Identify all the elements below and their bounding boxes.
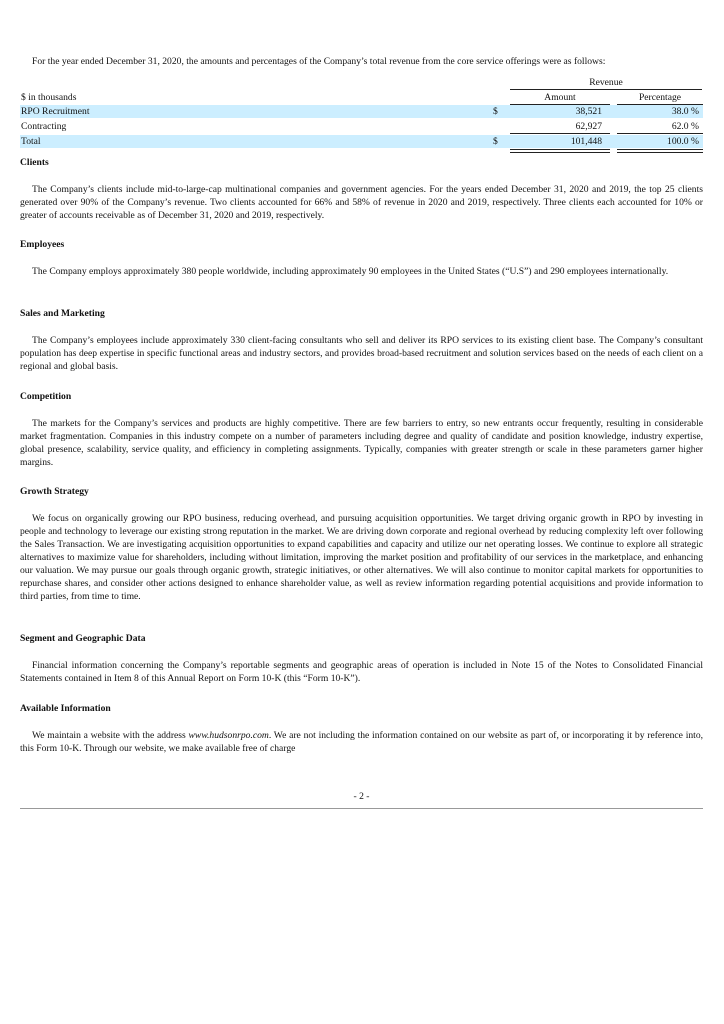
amount-value: 38,521 [575, 106, 602, 117]
percentage-value: 38.0 % [671, 106, 699, 117]
paragraph-competition: The markets for the Company’s services and products are highly competitive. There are few barriers to entry, so new entrants occur frequently, resulting in considerable market fragmentation. Companies in this industry compete on a number of parameters including degree and quality of candidate and position knowledge, industry expertise, global presence, scalability, service quality, and efficiency in completing assignments. Typically, companies with greater strength or scale in these parameters garner higher margins. [20, 418, 703, 468]
heading-employees: Employees [20, 239, 65, 250]
total-double-rule-amount [510, 149, 610, 153]
row-label: Total [21, 136, 41, 147]
heading-clients: Clients [20, 157, 49, 168]
total-double-rule-percentage [617, 149, 703, 153]
heading-segment-geographic: Segment and Geographic Data [20, 633, 146, 644]
paragraph-growth-strategy: We focus on organically growing our RPO business, reducing overhead, and pursuing acquisition opportunities. We target driving organic growth in RPO by investing in people and technology to leverage our existing strong reputation in the market. We are driving down corporate and regional overhead by reducing complexity left over following the Sales Transaction. We are investigating acquisition opportunities to expand capabilities and capacity and utilize our net operating losses. We continue to explore all strategic alternatives to maximize value for shareholders, including without limitation, improving the market position and profitability of our services in the marketplace, and enhancing our valuation. We may pursue our goals through organic growth, strategic initiatives, or other alternatives. We will also continue to monitor capital markets for opportunities to repurchase shares, and consider other actions designed to enhance shareholder value, as well as review information regarding potential acquisitions and provide information to third parties, from time to time. [20, 513, 703, 602]
table-row-total [20, 135, 703, 148]
heading-available-information: Available Information [20, 703, 111, 714]
intro-paragraph: For the year ended December 31, 2020, the amounts and percentages of the Company’s total revenue from the core service offerings were as follows: [32, 56, 606, 67]
row-label: RPO Recruitment [21, 106, 90, 117]
paragraph-segment-geographic: Financial information concerning the Company’s reportable segments and geographic areas of operation is included in Note 15 of the Notes to Consolidated Financial Statements contained in Item 8 of this Annual Report on Form 10-K (this “Form 10-K”). [20, 660, 703, 684]
footer-divider [20, 808, 703, 809]
currency-symbol: $ [493, 136, 498, 147]
revenue-group-header: Revenue [510, 76, 702, 90]
currency-symbol: $ [493, 106, 498, 117]
paragraph-clients: The Company’s clients include mid-to-large-cap multinational companies and government agencies. For the years ended December 31, 2020 and 2019, the top 25 clients generated over 90% of the Company’s revenue. Two clients accounted for 66% and 58% of revenue in 2020 and 2019, respectively. Three clients each accounted for 10% or greater of accounts receivable as of December 31, 2020 and 2019, respectively. [20, 184, 703, 221]
available-text-after: . We are not including the information contained on our website as part of, or incorporating it by reference into, this Form 10-K. Through our website, we make available free of charge [20, 730, 704, 754]
column-header-percentage: Percentage [617, 91, 703, 105]
available-text-before: We maintain a website with the address [32, 730, 189, 741]
website-address: www.hudsonrpo.com [188, 730, 269, 741]
paragraph-employees: The Company employs approximately 380 people worldwide, including approximately 90 employees in the United States (“U.S”) and 290 employees internationally. [32, 266, 669, 277]
amount-value: 62,927 [575, 121, 602, 132]
paragraph-available-information [20, 729, 703, 755]
percentage-value: 100.0 % [667, 136, 699, 147]
table-row [20, 105, 703, 118]
subtotal-rule-amount [510, 133, 610, 134]
unit-label: $ in thousands [21, 92, 77, 103]
amount-value: 101,448 [570, 136, 602, 147]
percentage-value: 62.0 % [671, 121, 699, 132]
column-header-amount: Amount [510, 91, 610, 105]
heading-sales-marketing: Sales and Marketing [20, 308, 105, 319]
heading-growth-strategy: Growth Strategy [20, 486, 89, 497]
heading-competition: Competition [20, 391, 72, 402]
paragraph-sales-marketing: The Company’s employees include approximately 330 client-facing consultants who sell and deliver its RPO services to its existing client base. The Company’s consultant population has deep expertise in specific functional areas and industry sectors, and provides broad-based recruitment and solution services based on the needs of each client on a regional and global basis. [20, 335, 703, 372]
row-label: Contracting [21, 121, 67, 132]
table-row [20, 120, 703, 133]
table-header-row [20, 91, 703, 104]
subtotal-rule-percentage [617, 133, 703, 134]
page-number: - 2 - [353, 791, 370, 802]
